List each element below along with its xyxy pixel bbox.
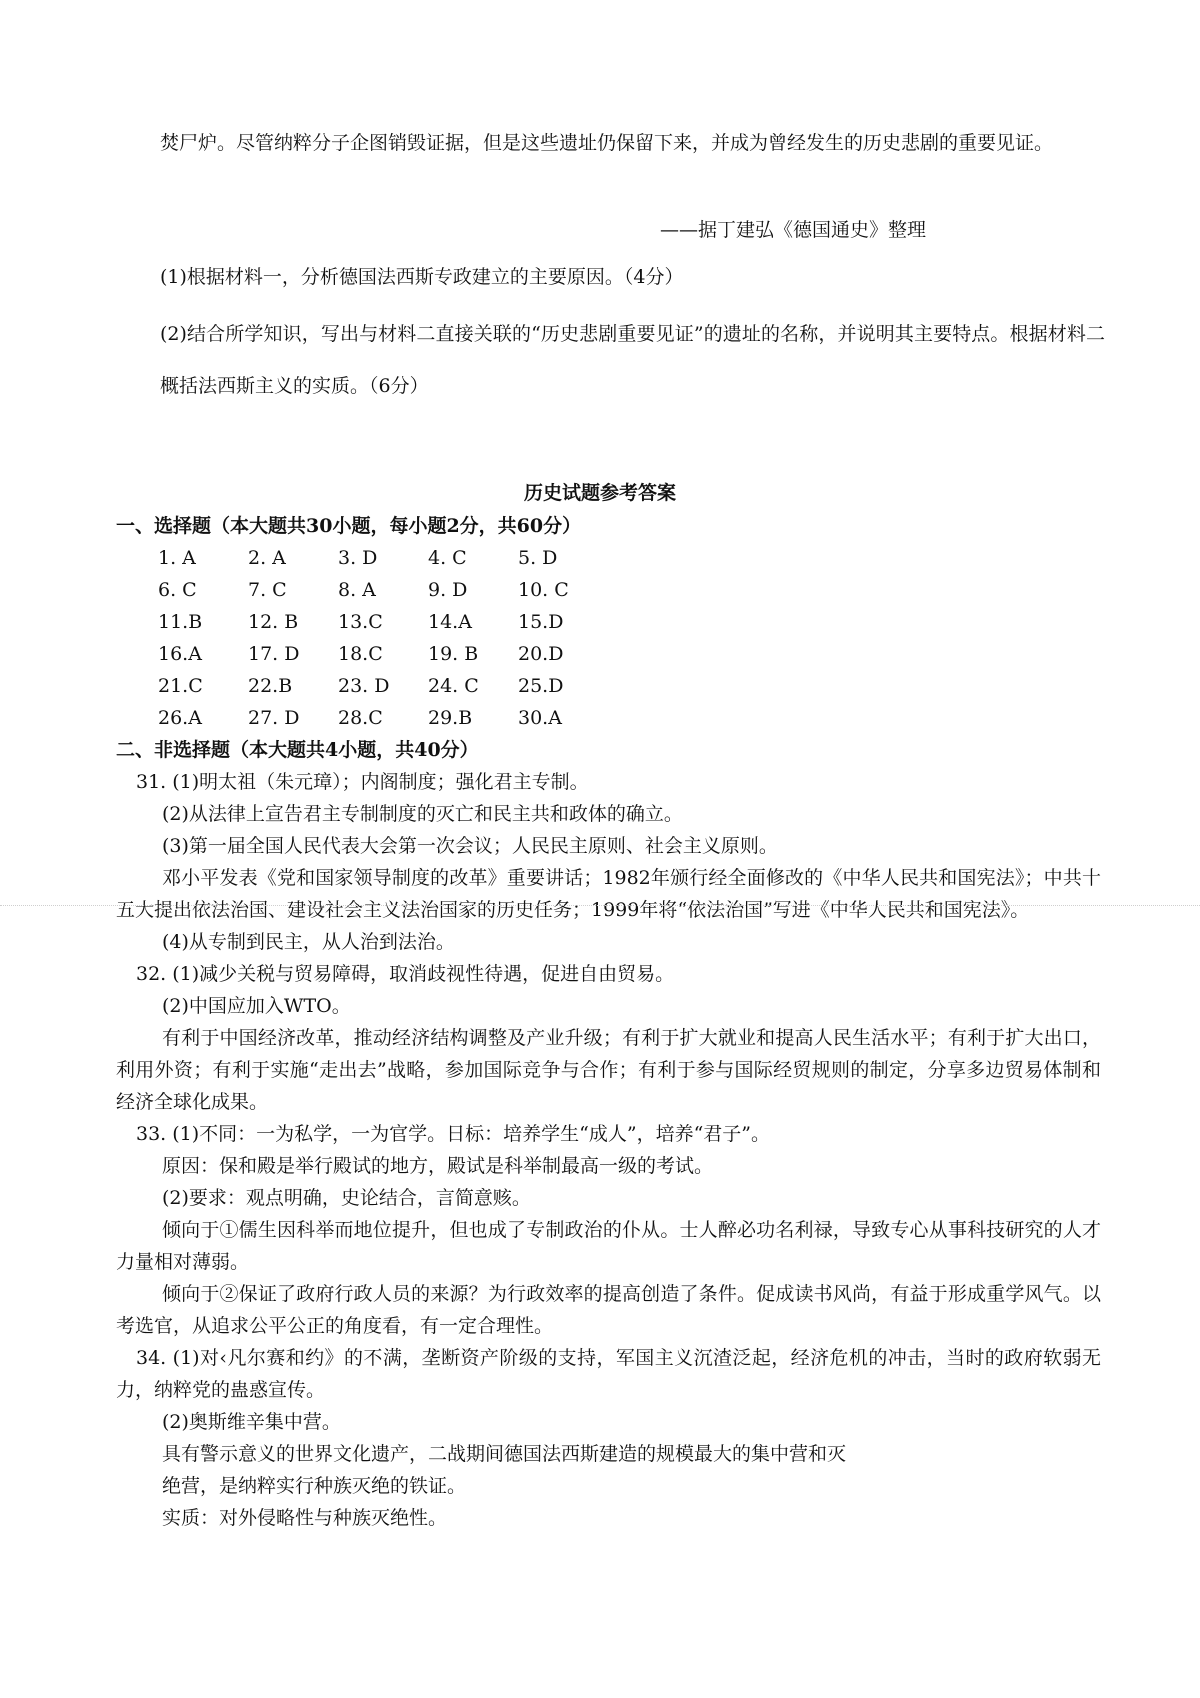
question-34-2: (2)结合所学知识，写出与材料二直接关联的“历史悲剧重要见证”的遗址的名称，并说明其主要特点。根据材料二概括法西斯主义的实质。（6分） [160, 323, 1105, 397]
section-2-heading: 二、非选择题（本大题共4小题，共40分） [116, 739, 479, 761]
material-two-tail [160, 118, 1100, 168]
mc-answer: 12. B [248, 611, 299, 633]
mc-answer: 28.C [338, 707, 383, 729]
mc-answer: 2. A [248, 547, 286, 569]
mc-answer: 6. C [158, 579, 197, 601]
section-1-heading: 一、选择题（本大题共30小题，每小题2分，共60分） [116, 515, 582, 537]
question-34-1: (1)根据材料一，分析德国法西斯专政建立的主要原因。（4分） [160, 266, 684, 288]
answer-34-2-line-1: 具有警示意义的世界文化遗产，二战期间德国法西斯建造的规模最大的集中营和灭 [162, 1443, 847, 1465]
mc-answer: 5. D [518, 547, 558, 569]
mc-answer: 15.D [518, 611, 564, 633]
mc-answer: 20.D [518, 643, 564, 665]
mc-answer: 16.A [158, 643, 202, 665]
mc-answer: 10. C [518, 579, 569, 601]
mc-answer: 19. B [428, 643, 479, 665]
answer-33-2-option-2: 倾向于②保证了政府行政人员的来源？为行政效率的提高创造了条件。促成读书风尚，有益于形成重学风气。以考选官，从追求公平公正的角度看，有一定合理性。 [116, 1283, 1101, 1337]
answer-33-2-option-1: 倾向于①儒生因科举而地位提升，但也成了专制政治的仆从。士人醉必功名利禄，导致专心从事科技研究的人才力量相对薄弱。 [116, 1219, 1101, 1273]
answer-32-2-detail: 有利于中国经济改革，推动经济结构调整及产业升级；有利于扩大就业和提高人民生活水平；有利于扩大出口，利用外资；有利于实施“走出去”战略，参加国际竞争与合作；有利于参与国际经贸规则的制定，分享多边贸易体制和经济全球化成果。 [116, 1027, 1101, 1113]
material-text: 焚尸炉。尽管纳粹分子企图销毁证据，但是这些遗址仍保留下来，并成为曾经发生的历史悲剧的重要见证。 [160, 132, 1054, 154]
mc-answer: 22.B [248, 675, 293, 697]
answer-33-2: (2)要求：观点明确，史论结合，言简意赅。 [162, 1187, 531, 1209]
mc-answer: 24. C [428, 675, 479, 697]
mc-answer: 4. C [428, 547, 467, 569]
mc-answer: 27. D [248, 707, 300, 729]
mc-answer: 1. A [158, 547, 196, 569]
mc-row [158, 670, 1101, 702]
mc-answer: 23. D [338, 675, 390, 697]
mc-row [158, 574, 1101, 606]
answer-32-2: (2)中国应加入WTO。 [162, 995, 351, 1017]
mc-answer: 13.C [338, 611, 383, 633]
mc-answer: 18.C [338, 643, 383, 665]
answer-31-3-detail: 邓小平发表《党和国家领导制度的改革》重要讲话；1982年颁行经全面修改的《中华人民共和国宪法》；中共十五大提出依法治国、建设社会主义法治国家的历史任务；1999年将“依法治国”写进《中华人民共和国宪法》。 [116, 867, 1101, 921]
mc-answer: 29.B [428, 707, 473, 729]
mc-row [158, 702, 1101, 734]
mc-row [158, 606, 1101, 638]
mc-answer: 26.A [158, 707, 202, 729]
multiple-choice-grid [116, 542, 1101, 734]
answer-31-2: (2)从法律上宣告君主专制制度的灭亡和民主共和政体的确立。 [162, 803, 683, 825]
answer-31-3: (3)第一届全国人民代表大会第一次会议；人民民主原则、社会主义原则。 [162, 835, 778, 857]
mc-answer: 21.C [158, 675, 203, 697]
mc-answer: 30.A [518, 707, 562, 729]
answer-32-1: 32. (1)减少关税与贸易障碍，取消歧视性待遇，促进自由贸易。 [136, 963, 675, 985]
mc-answer: 25.D [518, 675, 564, 697]
mc-answer: 17. D [248, 643, 300, 665]
mc-answer: 8. A [338, 579, 376, 601]
answer-34-2-line-2: 绝营，是纳粹实行种族灭绝的铁证。 [162, 1475, 467, 1497]
answer-33-1-reason: 原因：保和殿是举行殿试的地方，殿试是科举制最高一级的考试。 [162, 1155, 714, 1177]
mc-row [158, 542, 1101, 574]
page-fold-rule [0, 905, 1200, 906]
mc-answer: 11.B [158, 611, 203, 633]
answer-31-1: 31. (1)明太祖（朱元璋）；内阁制度；强化君主专制。 [136, 771, 589, 793]
answer-34-1: 34. (1)对‹凡尔赛和约》的不满，垄断资产阶级的支持，军国主义沉渣泛起，经济危机的冲击，当时的政府软弱无力，纳粹党的蛊惑宣传。 [116, 1347, 1101, 1401]
answer-34-2: (2)奥斯维辛集中营。 [162, 1411, 341, 1433]
mc-answer: 3. D [338, 547, 378, 569]
answer-key-title: 历史试题参考答案 [523, 482, 676, 504]
mc-answer: 7. C [248, 579, 287, 601]
answer-34-3: 实质：对外侵略性与种族灭绝性。 [162, 1507, 448, 1529]
material-source: ——据丁建弘《德国通史》整理 [660, 219, 927, 241]
mc-answer: 9. D [428, 579, 468, 601]
answer-33-1: 33. (1)不同：一为私学，一为官学。日标：培养学生“成人”，培养“君子”。 [136, 1123, 771, 1145]
answer-key [116, 510, 1101, 1534]
mc-answer: 14.A [428, 611, 472, 633]
answer-31-4: (4)从专制到民主，从人治到法治。 [162, 931, 455, 953]
mc-row [158, 638, 1101, 670]
